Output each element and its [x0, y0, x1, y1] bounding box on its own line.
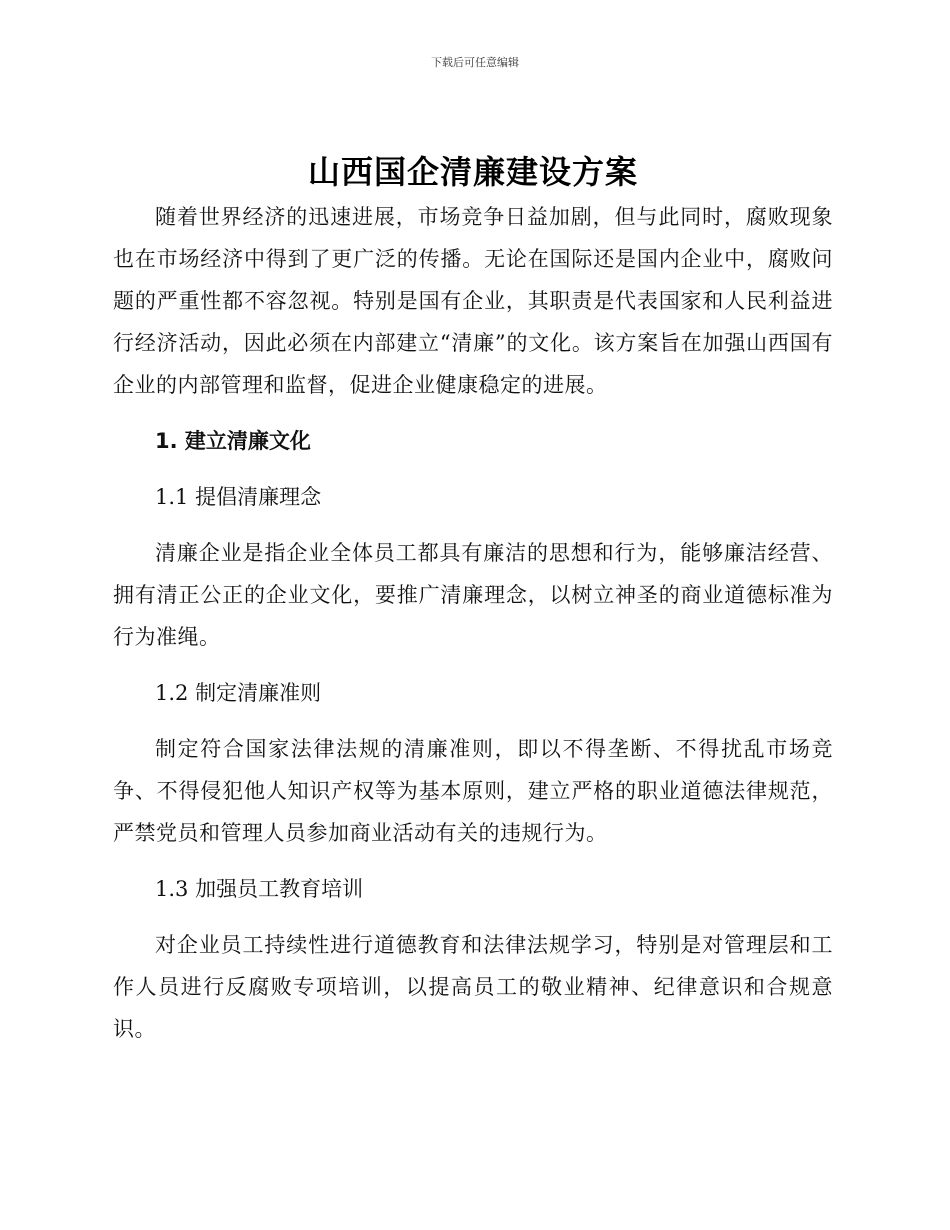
spacer	[113, 518, 833, 532]
document-body	[113, 148, 833, 1050]
intro-paragraph: 随着世界经济的迅速进展，市场竞争日益加剧，但与此同时，腐败现象也在市场经济中得到了更广泛的传播。无论在国际还是国内企业中，腐败问题的严重性都不容忽视。特别是国有企业，其职责是代表国家和人民利益进行经济活动，因此必须在内部建立“清廉”的文化。该方案旨在加强山西国有企业的内部管理和监督，促进企业健康稳定的进展。	[113, 205, 833, 397]
subsection-heading-1-2: 1.2 制定清廉准则	[155, 681, 322, 705]
subsection-body-1-2: 制定符合国家法律法规的清廉准则，即以不得垄断、不得扰乱市场竞争、不得侵犯他人知识产权等为基本原则，建立严格的职业道德法律规范，严禁党员和管理人员参加商业活动有关的违规行为。	[113, 737, 833, 845]
spacer	[113, 658, 833, 672]
spacer	[113, 462, 833, 476]
subsection-heading-1-3: 1.3 加强员工教育培训	[155, 877, 364, 901]
header-note: 下载后可任意编辑	[431, 56, 519, 69]
spacer	[113, 910, 833, 924]
subsection-body-1-3: 对企业员工持续性进行道德教育和法律法规学习，特别是对管理层和工作人员进行反腐败专项培训，以提高员工的敬业精神、纪律意识和合规意识。	[113, 933, 833, 1041]
section-heading-1: 1. 建立清廉文化	[155, 429, 311, 453]
spacer	[113, 714, 833, 728]
document-title: 山西国企清廉建设方案	[307, 153, 638, 191]
spacer	[113, 854, 833, 868]
subsection-body-1-1: 清廉企业是指企业全体员工都具有廉洁的思想和行为，能够廉洁经营、拥有清正公正的企业文化，要推广清廉理念，以树立神圣的商业道德标准为行为准绳。	[113, 541, 833, 649]
subsection-heading-1-1: 1.1 提倡清廉理念	[155, 485, 322, 509]
spacer	[113, 406, 833, 420]
